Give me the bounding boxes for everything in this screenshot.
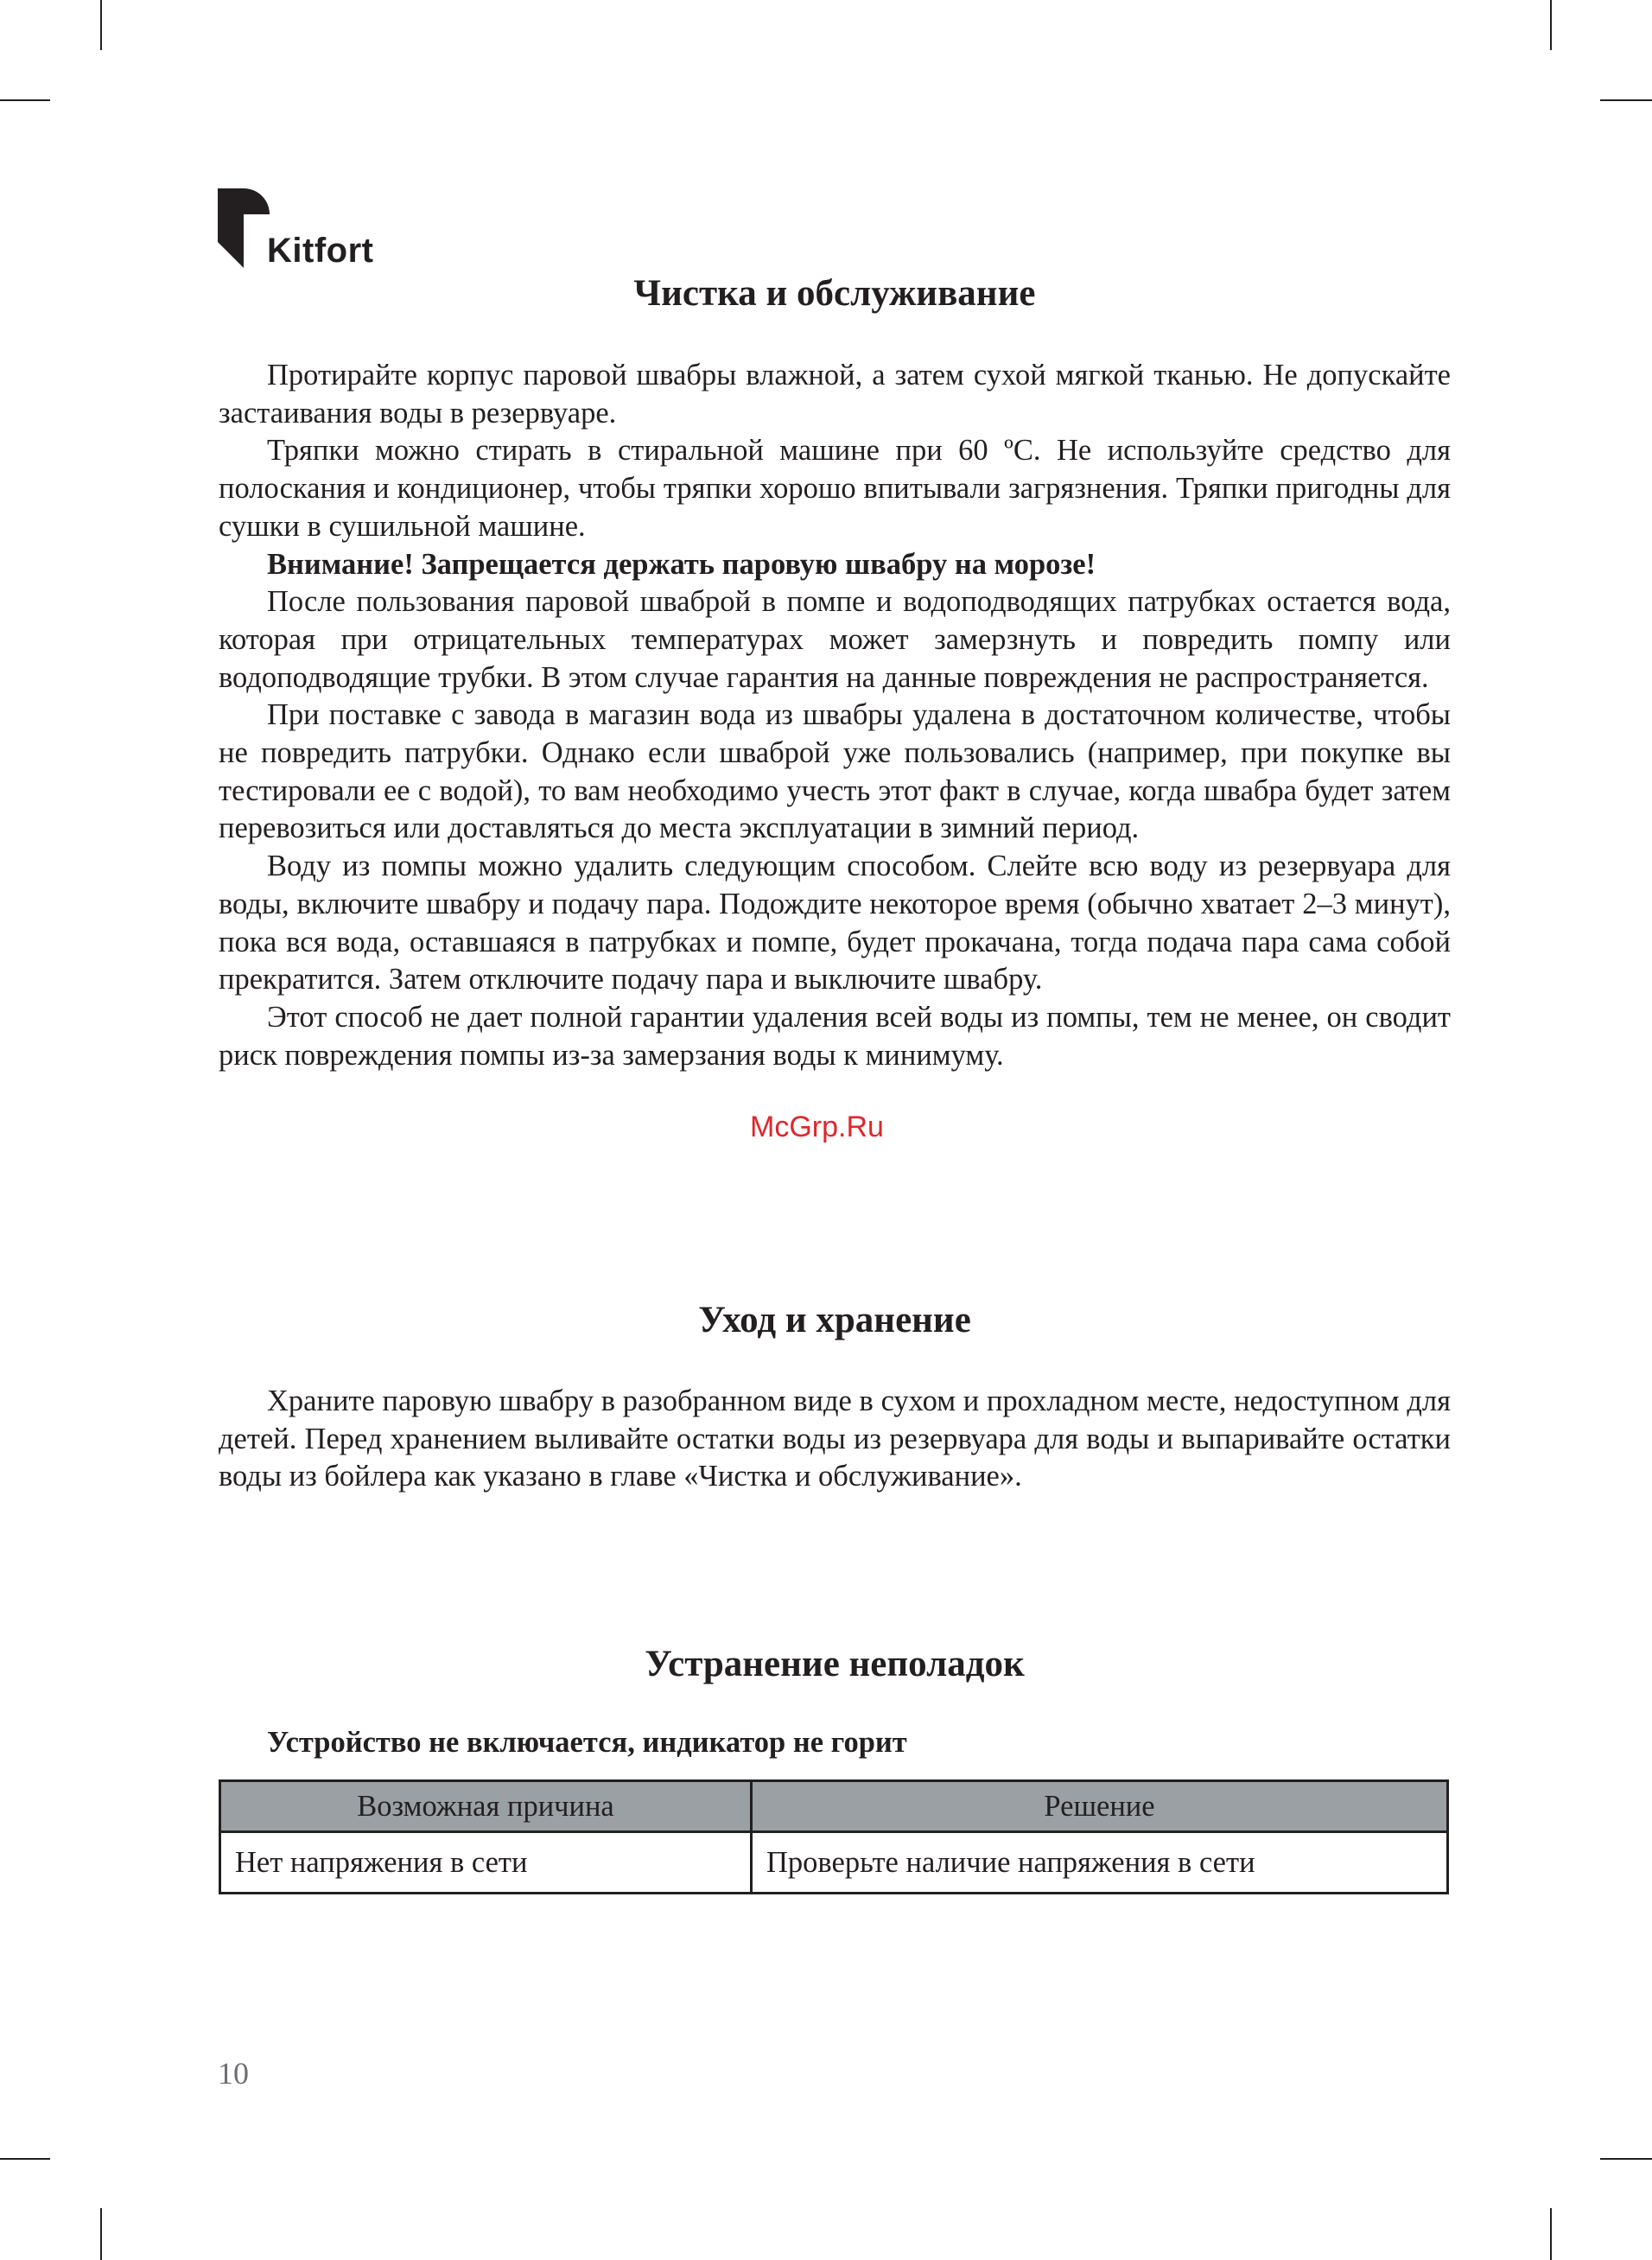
kitfort-logo (218, 188, 391, 275)
troubleshooting-subheading: Устройство не включается, индикатор не горит (267, 1726, 907, 1759)
paragraph: После пользования паровой шваброй в помпе и водоподводящих патрубках остается вода, которая при отрицательных температурах может замерзнуть и повредить помпу или водоподводящие трубки. В этом случае гарантия на данные повреждения не распространяется. (219, 585, 1451, 694)
paragraph: Тряпки можно стирать в стиральной машине при 60 ºС. Не используйте средство для полоскания и кондиционер, чтобы тряпки хорошо впитывали загрязнения. Тряпки пригодны для сушки в сушильной машине. (219, 434, 1451, 543)
crop-mark-bottom-right-v (1550, 2208, 1552, 2260)
paragraph: Воду из помпы можно удалить следующим способом. Слейте всю воду из резервуара для воды, включите швабру и подачу пара. Подождите некоторое время (обычно хватает 2–3 минут), пока вся вода, оставшаяся в патрубках и помпе, будет прокачана, тогда подача пара сама собой прекратится. Затем отключите подачу пара и выключите швабру. (219, 850, 1451, 996)
crop-mark-bottom-left-h (0, 2158, 50, 2160)
table-header-solution: Решение (752, 1781, 1448, 1832)
warning-paragraph: Внимание! Запрещается держать паровую швабру на морозе! (267, 547, 1096, 581)
troubleshooting-table (219, 1779, 1449, 1894)
section-title-troubleshooting: Устранение неполадок (645, 1644, 1025, 1684)
crop-mark-top-right-h (1600, 99, 1652, 101)
troubleshooting-subheading-wrap (219, 1724, 1451, 1761)
logo-wordmark: Kitfort (267, 232, 374, 270)
page-number: 10 (218, 2056, 249, 2091)
crop-mark-top-left-v (100, 0, 102, 50)
watermark: McGrp.Ru (750, 1111, 884, 1143)
table-header-row (220, 1781, 1448, 1832)
paragraph: Протирайте корпус паровой швабры влажной, а затем сухой мягкой тканью. Не допускайте застаивания воды в резервуаре. (219, 359, 1451, 430)
crop-mark-top-right-v (1550, 0, 1552, 50)
table-cell-solution: Проверьте наличие напряжения в сети (752, 1832, 1448, 1894)
table-row (220, 1832, 1448, 1894)
section-troubleshooting (219, 1642, 1451, 1687)
section-storage (219, 1298, 1451, 1343)
crop-mark-top-left-h (0, 99, 50, 101)
section-title-storage: Уход и хранение (698, 1300, 971, 1340)
crop-mark-bottom-left-v (100, 2208, 102, 2260)
paragraph: Храните паровую швабру в разобранном виде в сухом и прохладном месте, недоступном для детей. Перед хранением выливайте остатки воды из резервуара для воды и выпаривайте остатки воды из бойлера как указано в главе «Чистка и обслуживание». (219, 1385, 1451, 1493)
table-cell-cause: Нет напряжения в сети (220, 1832, 752, 1894)
kitfort-logo-mark-icon (218, 188, 270, 268)
table-header-cause: Возможная причина (220, 1781, 752, 1832)
section-cleaning (219, 271, 1451, 316)
paragraph: При поставке с завода в магазин вода из швабры удалена в достаточном количестве, чтобы не повредить патрубки. Однако если шваброй уже пользовались (например, при покупке вы тестировали ее с водой), то вам необходимо учесть этот факт в случае, когда швабра будет затем перевозиться или доставляться до места эксплуатации в зимний период. (219, 698, 1451, 845)
crop-mark-bottom-right-h (1600, 2158, 1652, 2160)
section-title-cleaning: Чистка и обслуживание (633, 273, 1036, 314)
section-storage-body (219, 1383, 1451, 1496)
section-cleaning-body (219, 357, 1451, 1074)
paragraph: Этот способ не дает полной гарантии удаления всей воды из помпы, тем не менее, он сводит риск повреждения помпы из-за замерзания воды к минимуму. (219, 1000, 1451, 1072)
